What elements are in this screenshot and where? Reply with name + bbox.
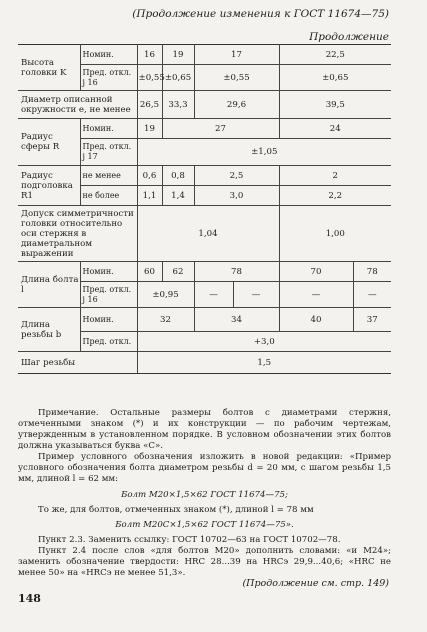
row-label-bolt-length: Длина болта l <box>18 262 80 308</box>
cell: — <box>279 282 353 308</box>
cell: 19 <box>137 119 162 139</box>
cell: 60 <box>137 262 162 282</box>
cell: 29,6 <box>194 91 279 119</box>
sub-label: Пред. откл. <box>80 332 137 352</box>
cell: 16 <box>137 45 162 65</box>
cell: 22,5 <box>279 45 391 65</box>
cell: ±0,65 <box>162 65 194 91</box>
row-label-thread-pitch: Шаг резьбы <box>18 352 137 374</box>
cell: 1,4 <box>162 186 194 206</box>
cell: ±1,05 <box>137 139 391 166</box>
cell: 0,8 <box>162 166 194 186</box>
same-paragraph: То же, для болтов, отмеченных знаком (*), длиной l = 78 мм <box>38 505 314 515</box>
sub-label: не менее <box>80 166 137 186</box>
cell: 2 <box>279 166 391 186</box>
cell: 34 <box>194 308 279 332</box>
cell: 27 <box>162 119 279 139</box>
clause-2-3: Пункт 2.3. Заменить ссылку: ГОСТ 10702—63 на ГОСТ 10702—78. <box>38 535 341 545</box>
cell: 39,5 <box>279 91 391 119</box>
cell: 2,2 <box>279 186 391 206</box>
cell: 26,5 <box>137 91 162 119</box>
cell: 70 <box>279 262 353 282</box>
page-number: 148 <box>18 592 41 605</box>
sub-label: Пред. откл. j 16 <box>80 65 137 91</box>
sub-label: Пред. откл. j 17 <box>80 139 137 166</box>
row-label-underhead-radius: Радиус подголовка R1 <box>18 166 80 206</box>
cell: 1,1 <box>137 186 162 206</box>
cell: — <box>233 282 279 308</box>
row-label-head-height: Высота головки K <box>18 45 80 91</box>
continued-note: (Продолжение см. стр. 149) <box>242 578 389 589</box>
cell: ±0,55 <box>194 65 279 91</box>
row-label-symmetry-tolerance: Допуск симметричности головки относительно оси стержня в диаметральном выражении <box>18 206 137 262</box>
cell: ±0,95 <box>137 282 194 308</box>
sub-label: Номин. <box>80 45 137 65</box>
cell: 0,6 <box>137 166 162 186</box>
sub-label: Номин. <box>80 119 137 139</box>
cell: 37 <box>353 308 391 332</box>
sub-label: Пред. откл. j 16 <box>80 282 137 308</box>
cell: 2,5 <box>194 166 279 186</box>
cell: 17 <box>194 45 279 65</box>
header-continuation: (Продолжение изменения к ГОСТ 11674—75) <box>132 8 389 20</box>
cell: 33,3 <box>162 91 194 119</box>
row-label-thread-length: Длина резьбы b <box>18 308 80 352</box>
formula-1: Болт М20×1,5×62 ГОСТ 11674—75; <box>121 490 288 500</box>
sub-label: Номин. <box>80 308 137 332</box>
cell: 1,00 <box>279 206 391 262</box>
cell: 78 <box>194 262 279 282</box>
cell: 40 <box>279 308 353 332</box>
cell: 32 <box>137 308 194 332</box>
sub-label: не более <box>80 186 137 206</box>
cell: 62 <box>162 262 194 282</box>
example-paragraph: Пример условного обозначения изложить в новой редакции: «Пример условного обозначения болта диаметром резьбы d = 20 мм, с шагом резьбы 1,5 мм, длиной l = 62 мм: <box>18 452 391 484</box>
cell: — <box>353 282 391 308</box>
cell: 78 <box>353 262 391 282</box>
formula-2: Болт М20С×1,5×62 ГОСТ 11674—75». <box>115 520 294 530</box>
cell: 1,04 <box>137 206 279 262</box>
cell: 3,0 <box>194 186 279 206</box>
row-label-diameter: Диаметр описанной окружности e, не менее <box>18 91 137 119</box>
cell: — <box>194 282 233 308</box>
header-continued-label: Продолжение <box>309 31 389 43</box>
cell: ±0,65 <box>279 65 391 91</box>
cell: 1,5 <box>137 352 391 374</box>
clause-2-4: Пункт 2.4 после слов «для болтов М20» дополнить словами: «и М24»; заменить обозначение твердости: HRC 28...39 на HRCэ 29,9...40,6; «HRC не менее 50» на «HRCэ не менее 51,3». <box>18 546 391 578</box>
spec-table <box>18 44 391 374</box>
cell: +3,0 <box>137 332 391 352</box>
row-label-sphere-radius: Радиус сферы R <box>18 119 80 166</box>
cell: 24 <box>279 119 391 139</box>
sub-label: Номин. <box>80 262 137 282</box>
note-paragraph: Примечание. Остальные размеры болтов с диаметрами стержня, отмеченными знаком (*) и их конструкции — по рабочим чертежам, утвержденным в установленном порядке. В условном обозначении этих болтов должна указываться буква «С». <box>18 408 391 451</box>
cell: 19 <box>162 45 194 65</box>
cell: ±0,55 <box>137 65 162 91</box>
